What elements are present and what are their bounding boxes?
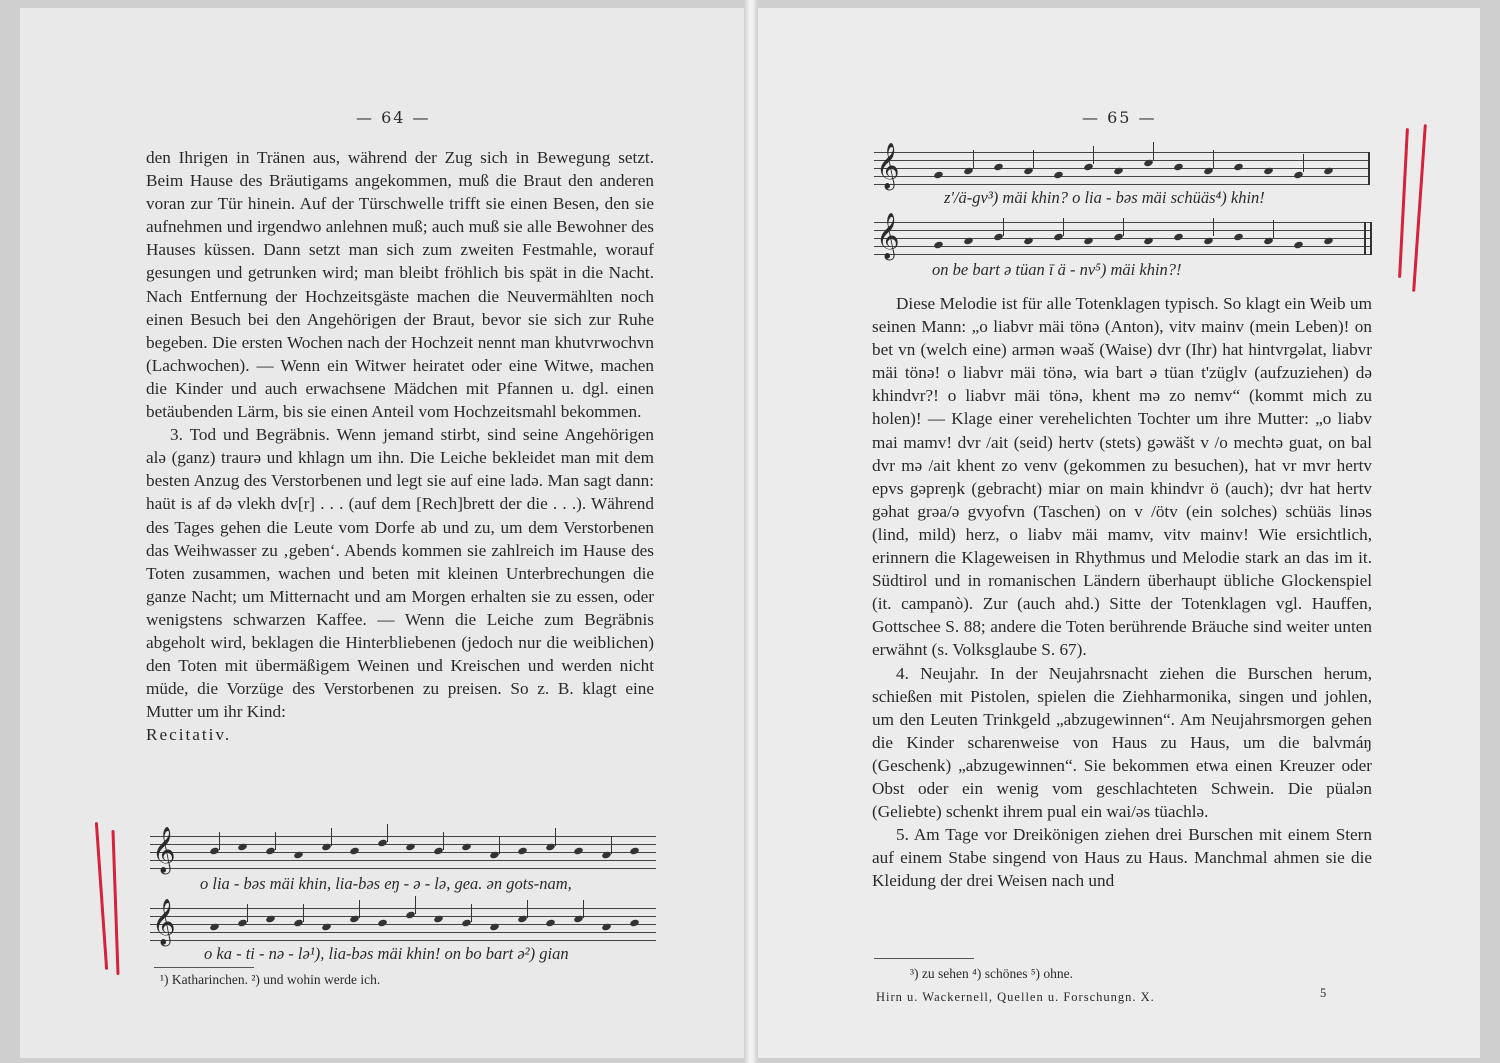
- right-paragraph-1: Diese Melodie ist für alle Totenklagen typisch. So klagt ein Weib um seinen Mann: „o liabvr mäi tönə (Anton), vitv mainv (mein Leben)! on bet vn (welch eine) armən wəaš (Waise) dvr (Ihr) hat hintvrgəlat, liabvr mäi tönə! o liabvr mäi tönə, wia bart ə tüan t'züglv (aufzuziehen) də khindvr?! o liabvr mäi tönə, khent mə zo nemv“ (kommt mich zu holen)! — Klage einer verehelichten Tochter um ihre Mutter: „o liabv mai mamv! dvr /ait (seid) hertv (stets) gəwäšt v /o mechtə guat, on bal dvr mə /ait khent zo venv (gekommen zu besuchen), hat vr mvr hertv epvs gəpreŋk (gebracht) miar on main khindvr ö (auch); dvr hat hertv gəhat grəa/ə gvyofvn (Taschen) on v /ötv (ein solches) schüäs linəs (lind, mild) herz, o liabv mäi mamv, vitv mainv! Wie ersichtlich, erinnern die Klageweisen in Rhythmus und Melodie stark an das im it. Südtirol und in romanischen Ländern überhaupt übliche Glockenspiel (it. campanò). Zur (auch ahd.) Sitte der Totenklagen vgl. Hauffen, Gottschee S. 88; andere die Toten berührende Bräuche sind weiter unten erwähnt (s. Volksglaube S. 67).: [872, 294, 1372, 660]
- music-staff-right-1: [874, 143, 1370, 190]
- treble-clef-icon: 𝄞: [152, 899, 176, 945]
- music-staff-left-1: [150, 827, 656, 874]
- footnote-rule: [154, 967, 254, 968]
- book-gutter: [744, 0, 758, 1063]
- recitativ-label: Recitativ.: [146, 725, 232, 745]
- signature-number: 5: [1320, 986, 1328, 1000]
- right-paragraph-3: 5. Am Tage vor Dreikönigen ziehen drei Burschen mit einem Stern auf einem Stabe singend von Haus zu Haus. Manchmal ahmen sie die Kleidung der drei Weisen nach und: [872, 825, 1372, 891]
- left-footnote: ¹) Katharinchen. ²) und wohin werde ich.: [160, 972, 381, 987]
- lyrics-right-2: on be bart ə tüan ī ä - nv⁵) mäi khin?!: [932, 260, 1182, 279]
- treble-clef-icon: 𝄞: [152, 827, 176, 873]
- series-line: Hirn u. Wackernell, Quellen u. Forschungn. X.: [876, 990, 1155, 1004]
- left-paragraph-1: den Ihrigen in Tränen aus, während der Zug sich in Bewegung setzt. Beim Hause des Bräutigams angekommen, muß die Braut den anderen voran zur Tür hinein. Auf der Türschwelle trifft sie einen Besen, den sie aufnehmen und irgendwo anlehnen muß; auch muß sie alle Bewohner des Hauses küssen. Dann setzt man sich zum zweiten Festmahle, worauf gesungen und getrunken wird; man bleibt fröhlich bis spät in die Nacht. Nach Entfernung der Hochzeitsgäste machen die Neuvermählten noch einen Besuch bei den Angehörigen der Braut, bevor sie sich zur Ruhe begeben. Die ersten Wochen nach der Hochzeit nennt man khutvrwochvn (Lachwochen). — Wenn ein Witwer heiratet oder eine Witwe, machen die Kinder und auch erwachsene Mädchen mit Pfannen u. dgl. einen betäubenden Lärm, bis sie einen Anteil vom Hochzeitsmahl bekommen.: [146, 148, 654, 422]
- right-footnote: ³) zu sehen ⁴) schönes ⁵) ohne.: [910, 966, 1074, 981]
- left-page-number: — 64 —: [356, 108, 431, 127]
- right-paragraph-2: 4. Neujahr. In der Neujahrsnacht ziehen die Burschen herum, schießen mit Pistolen, spielen die Ziehharmonika, singen und johlen, um den Leuten Trinkgeld „abzugewinnen“. Am Neujahrsmorgen gehen die Kinder scharenweise von Haus zu Haus, um die balvmáŋ (Geschenk) „abzugewinnen“. Sie bekommen etwa einen Kreuzer oder Obst oder ein wenig vom geschlachteten Schwein. Die püalən (Geliebte) schenkt ihrem pual ein wai/əs tüachlə.: [872, 663, 1372, 822]
- right-page-number: — 65 —: [1082, 108, 1157, 127]
- left-paragraph-2: 3. Tod und Begräbnis. Wenn jemand stirbt, sind seine Angehörigen alə (ganz) traurə und khlagn um ihn. Die Leiche bekleidet man mit dem besten Anzug des Verstorbenen und legt sie auf eine ladə. Man sagt dann: haüt is af də vlekh dv[r] . . . (auf dem [Rech]brett der die . . .). Während des Tages gehen die Leute vom Dorfe ab und zu, um dem Verstorbenen das Weihwasser zu ‚geben‘. Abends kommen sie zahlreich im Hause des Toten zusammen, wachen und beten mit kleinen Unterbrechungen die ganze Nacht; um Mitternacht und am Morgen erhalten sie zu essen, oder wenigstens schwarzen Kaffee. — Wenn die Leiche zum Begräbnis abgeholt wird, beklagen die Hinterbliebenen (jedoch nur die weiblichen) den Toten mit übermäßigem Weinen und Kreischen und werden nicht müde, die Vorzüge des Verstorbenen zu preisen. So z. B. klagt eine Mutter um ihr Kind:: [146, 425, 654, 722]
- music-staff-right-2: [874, 213, 1372, 260]
- right-body-text: [872, 292, 1372, 892]
- left-body-text: [146, 146, 654, 746]
- lyrics-right-1: z'/ä-gv³) mäi khin? o lia - bəs mäi schüäs⁴) khin!: [944, 188, 1265, 207]
- treble-clef-icon: 𝄞: [876, 213, 900, 259]
- lyrics-left-2: o ka - ti - nə - lə¹), lia-bəs mäi khin! on bo bart ə²) gian: [204, 944, 569, 963]
- lyrics-left-1: o lia - bəs mäi khin, lia-bəs eŋ - ə - lə, gea. ən gots-nam,: [200, 874, 572, 893]
- footnote-rule: [874, 958, 974, 959]
- music-staff-left-2: [150, 899, 656, 946]
- treble-clef-icon: 𝄞: [876, 143, 900, 189]
